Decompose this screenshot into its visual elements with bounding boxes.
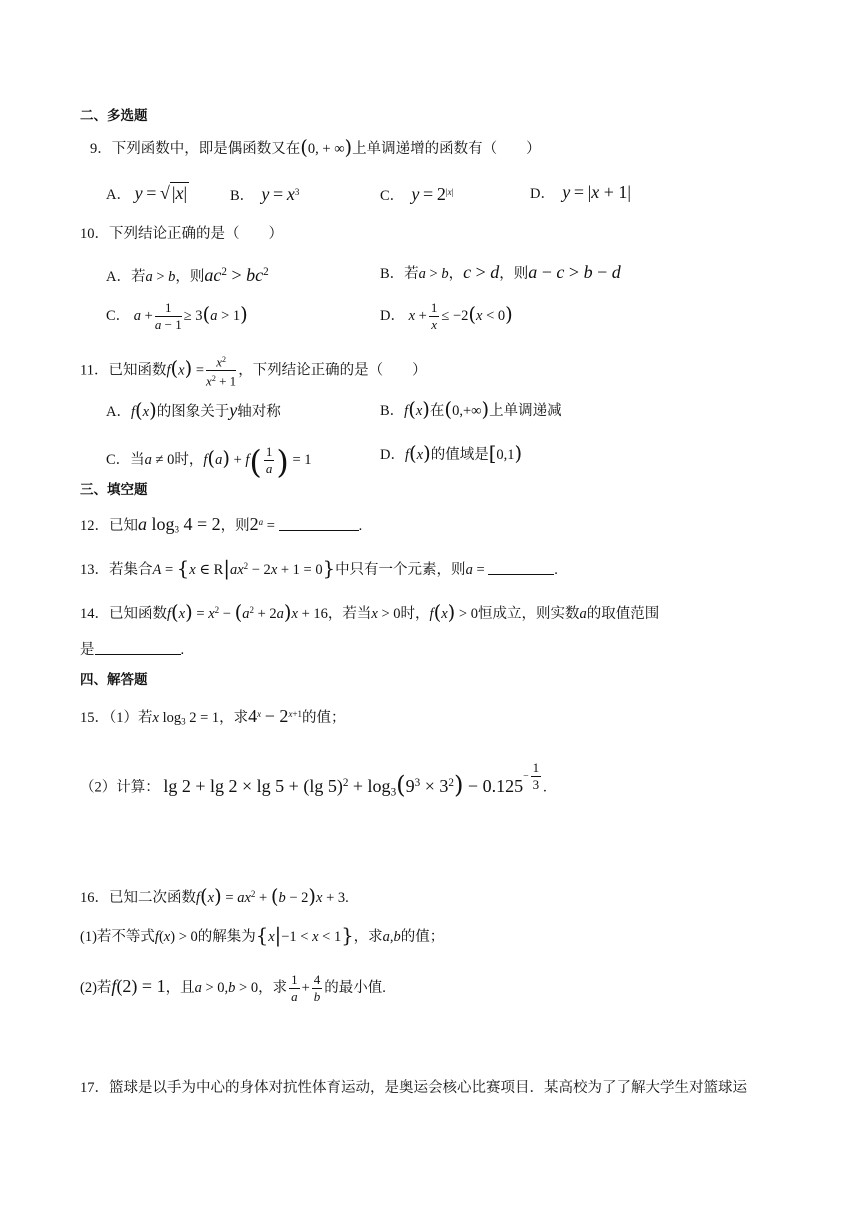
q16-p2-text: (2)若 xyxy=(80,979,112,996)
q12-stem-text-2: ，则 xyxy=(220,517,250,534)
section-heading-solutions: 四、解答题 xyxy=(80,672,148,688)
q11-stem-text: 11．已知函数 xyxy=(80,362,167,379)
option-label: D． xyxy=(380,447,405,464)
q10-option-d: D． x + $\frac{1}{x}$ ≤ −2(x < 0) xyxy=(380,300,513,332)
option-label: A． xyxy=(106,187,131,203)
q10-option-b: B．若a > b，c > d，则a − c > b − d xyxy=(380,262,621,282)
question-16-part-1: (1)若不等式f(x) > 0的解集为{x|−1 < x < 1}，求a,b的值； xyxy=(80,924,445,947)
q13-stem-text-2: 中只有一个元素，则 xyxy=(335,561,466,578)
q9-option-a: A． y = √ |x| xyxy=(106,183,188,203)
question-11-stem: 11．已知函数f(x) = $\frac{x^2}{x^2 + 1}$ ，下列结论正确的是（ ） xyxy=(80,352,427,390)
q11-option-a: A．f(x)的图象关于y轴对称 xyxy=(106,398,281,422)
option-label: B． xyxy=(230,187,255,204)
q9-option-b: B． $y = x^3$ xyxy=(230,183,300,204)
q15-p2-text: （2）计算： xyxy=(80,779,160,796)
q11-stem-text-2: ，下列结论正确的是（ ） xyxy=(238,362,427,379)
answer-blank[interactable] xyxy=(95,640,181,655)
q14-stem-text-2: ，若当 xyxy=(327,605,372,622)
section-heading-multiple-choice: 二、多选题 xyxy=(80,108,148,124)
period: . xyxy=(358,517,363,534)
q11-option-b: B．f(x)在(0,+∞)上单调递减 xyxy=(380,398,562,421)
option-label: D． xyxy=(530,186,555,202)
q14-stem-text-4: 恒成立，则实数 xyxy=(477,605,580,622)
period: . xyxy=(345,889,349,906)
q14-line2-text: 是 xyxy=(80,642,95,658)
question-17-stem: 17．篮球是以手为中心的身体对抗性体育运动，是奥运会核心比赛项目．某高校为了了解大学生对篮球运 xyxy=(80,1080,747,1096)
answer-blank[interactable] xyxy=(279,516,359,531)
option-text: ，则 xyxy=(499,266,529,282)
q15-p1-text-3: 的值； xyxy=(302,709,346,726)
question-13: 13．若集合A = {x ∈ $R|ax^2 - 2x + 1 = 0$}中只有一个元素，则a = . xyxy=(80,556,558,580)
option-label: C．当 xyxy=(106,451,145,468)
q10-option-a: A．若a > b，则$ac^2 > bc^2$ xyxy=(106,265,269,286)
q14-stem-text: 14．已知函数 xyxy=(80,605,167,622)
q10-option-c: C． a + $\frac{1}{a - 1}$ ≥ 3(a > 1) xyxy=(106,300,248,332)
option-label: A．若 xyxy=(106,269,146,286)
answer-blank[interactable] xyxy=(488,560,554,575)
q16-stem-text: 16．已知二次函数 xyxy=(80,889,196,906)
q13-stem-text: 13．若集合 xyxy=(80,561,153,578)
q16-p1-text-2: 的解集为 xyxy=(197,929,256,946)
q12-stem-text: 12．已知 xyxy=(80,517,138,534)
question-12: 12．已知a $\log_3 4 = 2$，则$2^a$ = . xyxy=(80,513,363,535)
option-label: C． xyxy=(106,307,131,324)
option-text: 时， xyxy=(174,451,204,468)
option-text: 的图象关于 xyxy=(156,404,230,420)
question-15-part-1: 15．（1）若x $\log_3 2 = 1$，求$4^x - 2^{x+1}$的值； xyxy=(80,705,346,727)
option-text: 上单调递减 xyxy=(489,403,562,420)
option-text: ，则 xyxy=(175,269,205,286)
q14-stem-text-5: 的取值范围 xyxy=(586,605,660,622)
q9-stem-text-2: 上单调递增的函数有（ ） xyxy=(352,141,541,158)
option-label: D． xyxy=(380,307,405,324)
q11-option-c: C．当a ≠ 0时，f(a) + f( $\frac{1}{a}$ ) = 1 xyxy=(106,442,312,481)
question-15-part-2: （2）计算： lg 2 + lg 2 × lg 5 + (lg $5)^2 + \log_3(9^3 \times 3^2) - 0.125^{- \frac{1}{3}}$ . xyxy=(80,760,547,799)
q16-p1-text-3: ，求 xyxy=(353,929,383,946)
q9-option-d: D． y = |x + 1| xyxy=(530,182,632,202)
q9-option-c: C． $y = 2^{|x|}$ xyxy=(380,183,454,204)
option-label: B． xyxy=(380,403,405,420)
q15-p1-text-2: ，求 xyxy=(219,709,249,726)
question-14: 14．已知函数$f(x) = x^2 - (a^2 + 2a)x + 16$，若当x > 0时，f(x) > 0恒成立，则实数a的取值范围 xyxy=(80,600,660,624)
q16-p2-text-2: ，且 xyxy=(165,979,195,996)
question-16-stem: 16．已知二次函数$f(x) = ax^2 + (b - 2)x + 3$. xyxy=(80,884,349,908)
option-text: 轴对称 xyxy=(237,404,281,420)
section-heading-fill-in: 三、填空题 xyxy=(80,482,148,498)
period: . xyxy=(543,779,547,796)
q16-p1-text: (1)若不等式 xyxy=(80,929,155,946)
q16-p2-text-4: 的最小值. xyxy=(324,979,386,996)
q15-p1-text: 15．（1）若 xyxy=(80,709,153,726)
option-text: 在 xyxy=(429,403,445,420)
question-16-part-2: (2)若f(2) = 1，且a > 0,b > 0，求 $\frac{1}{a}$ + $\frac{4}{b}$ 的最小值. xyxy=(80,972,386,1004)
period: . xyxy=(180,642,185,658)
q9-stem-text: 9．下列函数中，即是偶函数又在 xyxy=(90,141,301,158)
q14-stem-text-3: 时， xyxy=(400,605,430,622)
question-9-stem: 9．下列函数中，即是偶函数又在(0, + ∞)上单调递增的函数有（ ） xyxy=(90,136,541,159)
q16-p1-text-4: 的值； xyxy=(400,929,445,946)
period: . xyxy=(554,561,558,578)
question-14-line2 xyxy=(80,640,184,660)
option-label: B．若 xyxy=(380,266,419,282)
q16-p2-text-3: ，求 xyxy=(258,979,288,996)
option-text: 的值域是 xyxy=(430,447,489,464)
q11-option-d: D．f(x)的值域是[0,1) xyxy=(380,442,523,465)
option-label: A． xyxy=(106,404,131,420)
question-10-stem: 10．下列结论正确的是（ ） xyxy=(80,226,283,242)
option-label: C． xyxy=(380,187,405,204)
